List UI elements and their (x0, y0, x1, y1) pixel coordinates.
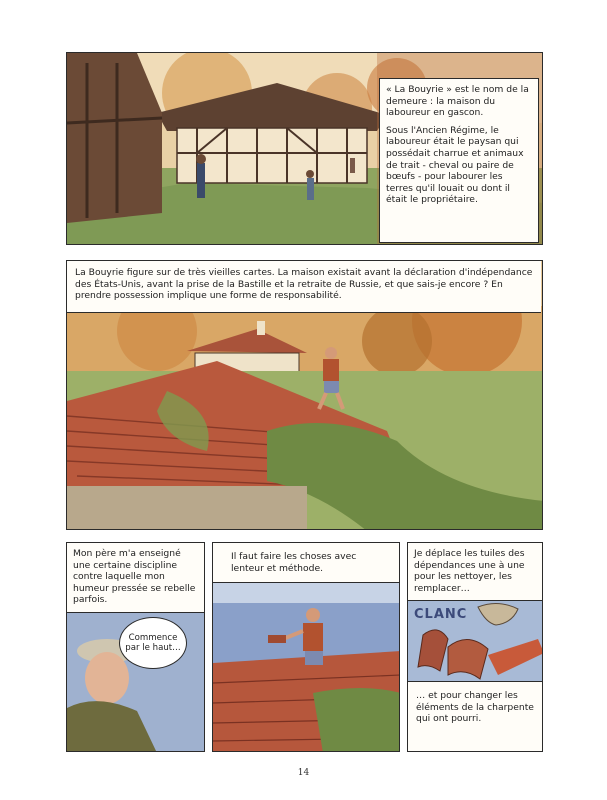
caption-bouyrie-history: La Bouyrie figure sur de très vieilles cartes. La maison existait avant la déclaration d'indépendance des États-Unis, avant la prise de la Bastille et la retraite de Russie, et que sais-je encore ? En prendre possession implique une forme de responsabilité. (75, 267, 533, 302)
bubble-commence-text: Commence par le haut… (125, 632, 181, 653)
caption-slowness-method: Il faut faire les choses avec lenteur et méthode. (231, 551, 357, 574)
panel5-caption-bottom (408, 681, 542, 751)
panel2-caption (67, 261, 541, 313)
panel-farmhouse (66, 52, 543, 245)
caption-change-frame: … et pour changer les éléments de la charpente qui ont pourri. (416, 690, 534, 725)
panel5-caption-top (408, 543, 542, 601)
speech-bubble-father (119, 617, 187, 669)
caption-move-tiles: Je déplace les tuiles des dépendances une à une pour les nettoyer, les remplacer… (414, 548, 525, 594)
panel1-caption (379, 78, 539, 243)
page-number: 14 (297, 768, 310, 778)
panel3-caption (67, 543, 204, 613)
caption-bouyrie-meaning: « La Bouyrie » est le nom de la demeure : la maison du laboureur en gascon. (386, 84, 529, 119)
panel4-caption (213, 543, 399, 583)
panel-tiles (407, 542, 543, 752)
panel-working-roof (212, 542, 400, 752)
sfx-clanc: CLANC (414, 607, 468, 622)
caption-father-discipline: Mon père m'a enseigné une certaine discipline contre laquelle mon humeur pressée se rebelle parfois. (73, 548, 196, 606)
panel-roof-landscape (66, 260, 543, 530)
caption-laboureur-definition: Sous l'Ancien Régime, le laboureur était le paysan qui possédait charrue et animaux de trait - cheval ou paire de bœufs - pour labourer les terres qu'il louait ou dont il était le propriétaire. (386, 124, 524, 206)
panel-father (66, 542, 205, 752)
